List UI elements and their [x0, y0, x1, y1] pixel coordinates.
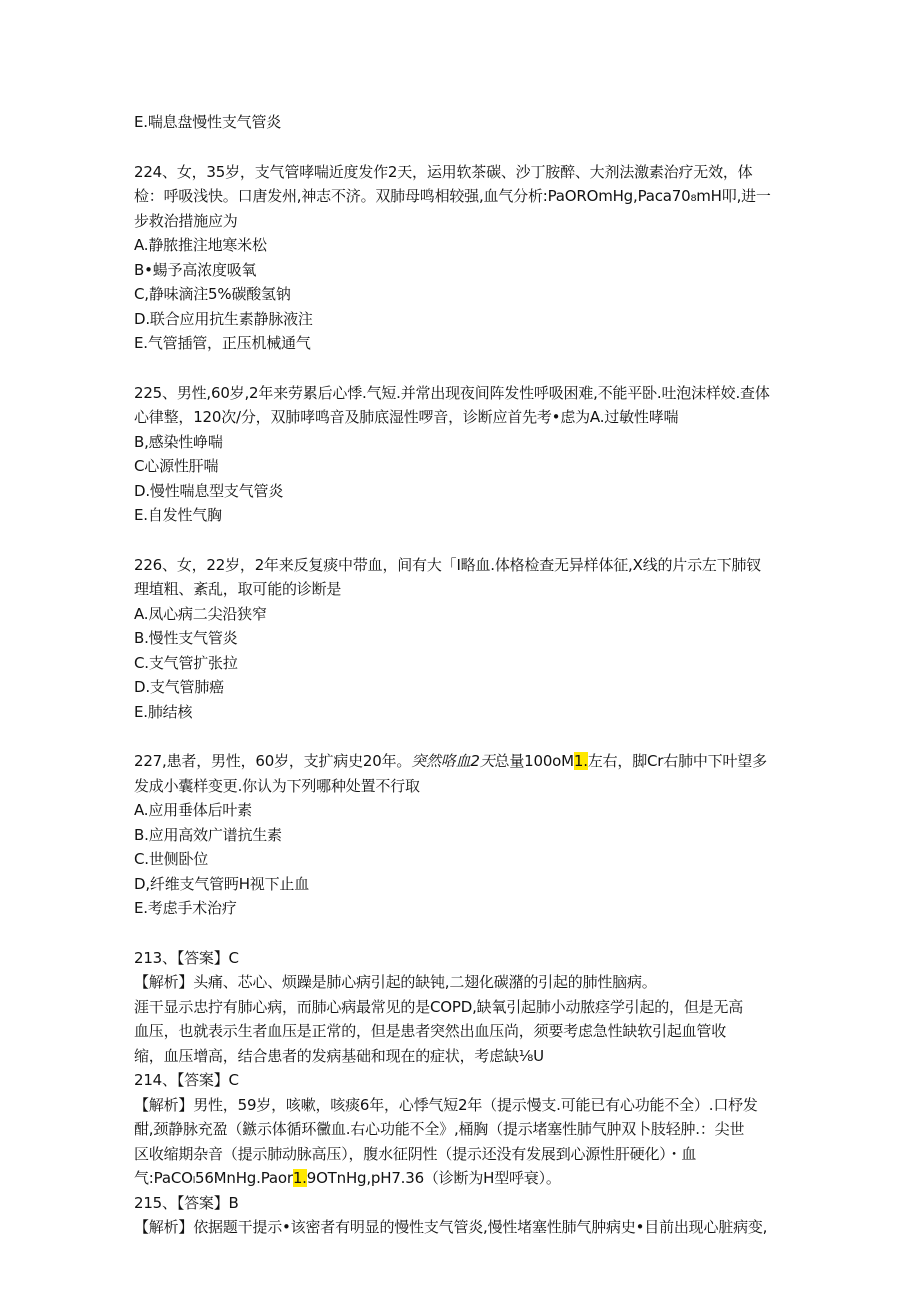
option-b: B.应用高效广谱抗生素: [134, 825, 282, 844]
option-a: A.凤心病二尖沿狭窄: [134, 604, 267, 623]
explanation-line: [134, 1166, 794, 1191]
stem-text: 227,患者，男性，60岁，支扩病史20年。: [134, 752, 412, 770]
option-e: E.肺结核: [134, 702, 193, 721]
option-c: C,静味滴注5%碳酸氢钠: [134, 285, 291, 303]
option-d: D.慢性喘息型支气管炎: [134, 481, 284, 500]
highlighted-text: 1.: [292, 1169, 307, 1187]
explanation-line: 【解析】男性，59岁，咳嗽，咳痰6年，心悸气短2年（提示慢支.可能已有心功能不全）.口杼发: [134, 1095, 758, 1114]
explanation-line: 涯干显示忠拧有肺心病，而肺心病最常见的是COPD,缺氧引起肺小动脓痉学引起的，但是无高: [134, 997, 744, 1016]
explanation-line: 【解析】依据题干提示•该密者有明显的慢性支气管炎,慢性堵塞性肺气肿病史•目前出现心脏病变,: [134, 1218, 768, 1236]
option-c: C心源性肝喘: [134, 457, 219, 475]
explanation-line: 缩，血压增高，结合患者的发病基础和现在的症状，考虑缺⅛U: [134, 1046, 544, 1065]
explanation-text: 9OTnHg,pH7.36（诊断为H型呼衰）。: [306, 1169, 561, 1187]
explanation-line: 【解析】头痛、芯心、烦躁是肺心病引起的缺钝,二翅化碳潴的引起的肺性脑病。: [134, 973, 657, 991]
option-a: A.应用垂体后叶素: [134, 801, 252, 819]
answer-214: [134, 1068, 794, 1191]
answer-heading: 213、【答案】C: [134, 948, 239, 967]
answer-213: [134, 946, 794, 1069]
question-225: [134, 381, 794, 528]
option-e: E.气管插管，正压机械通气: [134, 334, 311, 352]
option-a: A.静脓推注地寒米松: [134, 236, 267, 254]
question-stem-line: 224、女，35岁，支气管哮喘近度发作2天，运用软茶碳、沙丁胺醉、大剂法激素治疗无效，体: [134, 162, 753, 181]
question-stem-line: 检：呼吸浅快。口唐发州,神志不济。双肺母鸣相较强,血气分析:PaOROmHg,Paca70₈mH叩,进一: [134, 187, 771, 205]
option-b: B.慢性支气管炎: [134, 629, 238, 647]
stem-text: 总量100oM: [494, 752, 574, 770]
option-d: D.支气管肺癌: [134, 678, 224, 696]
answer-215: [134, 1191, 794, 1240]
option-e: E.考虑手术治疗: [134, 899, 237, 917]
question-stem-line: 226、女，22岁，2年来反复痰中带血，间有大「I略血.体格检查无异样体征,X线的片示左下肺钗: [134, 555, 762, 574]
question-stem-line: 225、男性,60岁,2年来劳累后心悸.气短.并常出现夜间阵发性呼吸困难,不能平卧.吐泡沫样姣.查体: [134, 383, 770, 402]
q223-option-e: E.喘息盘慢性支气管炎: [134, 113, 282, 131]
stem-text: 左右，脚Cr右肺中下叶望多: [587, 752, 767, 770]
question-stem-line: [134, 749, 794, 774]
question-226: [134, 553, 794, 725]
option-b: B•蝪予高浓度吸氧: [134, 260, 257, 279]
question-stem-line: 发成小囊样变更.你认为下列哪种处置不行取: [134, 776, 420, 795]
question-stem-line: 心律整，120次/分，双肺哮鸣音及肺底湿性啰音，诊断应首先考•虑为A.过敏性哮喘: [134, 408, 679, 426]
explanation-text: 气:PaCOₗ56MnHg.Paor: [134, 1169, 293, 1187]
option-c: C.支气管扩张拉: [134, 653, 238, 672]
option-d: D.联合应用抗生素静脉液注: [134, 309, 313, 328]
explanation-line: 区收缩期杂音（提示肺动脉高压），腹水征阴性（提示还没有发展到心源性肝硬化）・血: [134, 1144, 697, 1163]
highlighted-text: 1.: [573, 752, 588, 770]
answer-heading: 215、【答案】B: [134, 1193, 239, 1212]
document-page: [134, 110, 794, 1240]
question-227: [134, 749, 794, 921]
answer-heading: 214、【答案】C: [134, 1071, 239, 1089]
stem-italic-text: 突然咯血2天: [411, 752, 495, 770]
option-b: B,感染性峥喘: [134, 432, 223, 451]
option-d: D,纤维支气管眄H视下止血: [134, 874, 309, 893]
explanation-line: 酣,颈静脉充盈（鏃示体循环黴血.右心功能不全》,桶胸（提示堵塞性肺气肿双卜肢轻肿.：尖世: [134, 1120, 745, 1138]
question-224: [134, 160, 794, 356]
option-e: E.自发性气胸: [134, 506, 222, 524]
explanation-line: 血压，也就表示生者血压是正常的，但是患者突然出血压尚，须要考虑急性缺软引起血管收: [134, 1022, 727, 1040]
option-c: C.世侧卧位: [134, 850, 209, 868]
question-stem-line: 理埴粗、紊乱，取可能的诊断是: [134, 580, 342, 598]
question-stem-line: 步救治措施应为: [134, 211, 238, 230]
